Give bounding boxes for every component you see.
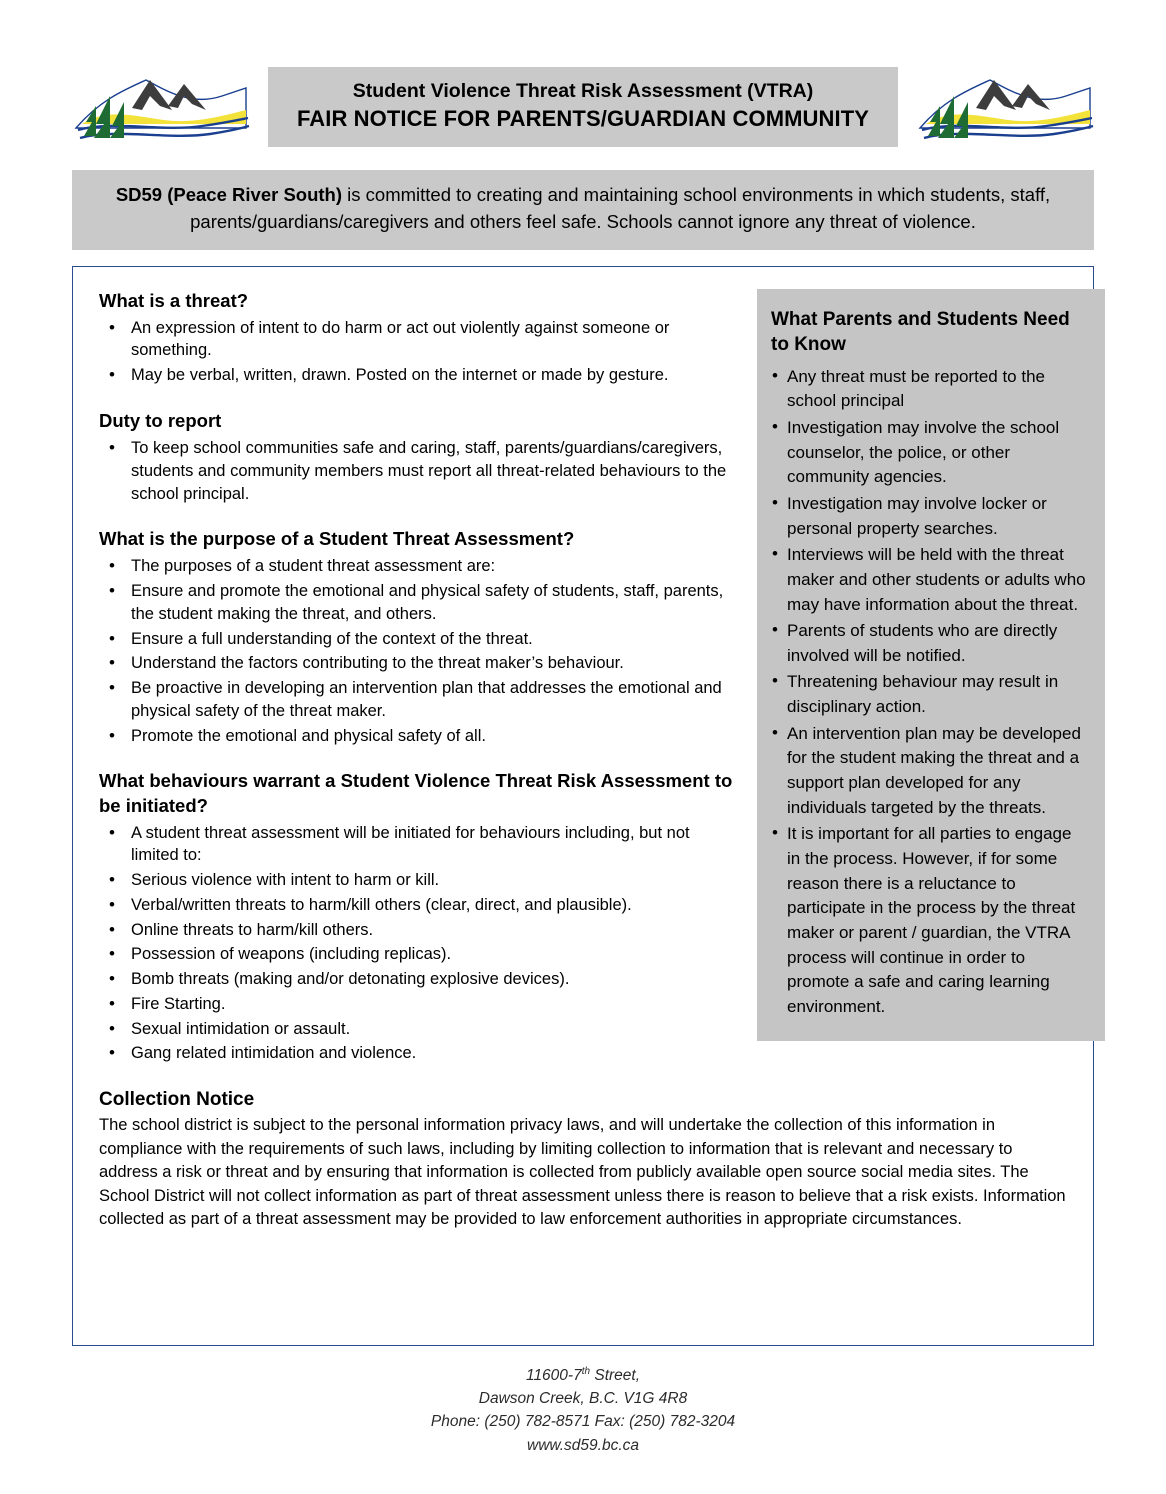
- intro-text: is committed to creating and maintaining school environments in which students, staff, parents/guardians/caregivers and others feel safe. Schools cannot ignore any threat of violence.: [190, 184, 1051, 232]
- list-item: • Interviews will be held with the threat maker and other students or adults who may have information about the threat.: [771, 543, 1089, 617]
- list-item: • Verbal/written threats to harm/kill others (clear, direct, and plausible).: [99, 894, 739, 917]
- list-item: • Serious violence with intent to harm or kill.: [99, 869, 739, 892]
- list-item: • Gang related intimidation and violence.: [99, 1042, 739, 1065]
- sd59-logo-left: [72, 66, 250, 148]
- section-heading: What is the purpose of a Student Threat Assessment?: [99, 528, 575, 550]
- list-item: • A student threat assessment will be initiated for behaviours including, but not limited to:: [99, 822, 739, 868]
- section-duty-to-report: [99, 409, 739, 505]
- panel-list: [771, 365, 1089, 1020]
- section-purpose-of-assessment: [99, 527, 739, 747]
- panel-heading: What Parents and Students Need to Know: [771, 308, 1070, 355]
- right-column: [757, 289, 1105, 1042]
- section-behaviours-warranting-vtra: [99, 769, 739, 1065]
- list-item: • Ensure and promote the emotional and physical safety of students, staff, parents, the student making the threat, and others.: [99, 580, 739, 626]
- section-heading: Duty to report: [99, 409, 222, 431]
- page-title-line1: Student Violence Threat Risk Assessment (VTRA): [352, 80, 814, 102]
- list-item: • Investigation may involve locker or personal property searches.: [771, 492, 1089, 541]
- list-item: • Understand the factors contributing to the threat maker’s behaviour.: [99, 652, 739, 675]
- intro-bold-lead: SD59 (Peace River South): [115, 184, 343, 205]
- document-header: [72, 0, 1094, 148]
- section-heading: What behaviours warrant a Student Violence Threat Risk Assessment to be initiated?: [99, 770, 733, 816]
- parents-students-panel: [757, 289, 1105, 1042]
- list-item: • Possession of weapons (including replicas).: [99, 943, 739, 966]
- section-heading: What is a threat?: [99, 289, 249, 311]
- footer-address-street: Street,: [590, 1366, 641, 1384]
- document-title-box: [268, 67, 898, 147]
- list-item: • Threatening behaviour may result in disciplinary action.: [771, 670, 1089, 719]
- list-item: • Parents of students who are directly involved will be notified.: [771, 619, 1089, 668]
- collection-notice-body: The school district is subject to the personal information privacy laws, and will undertake the collection of this information in compliance with the requirements of such laws, including by limiting collection to information that is relevant and necessary to address a risk or threat and by ensuring that information is collected from publicly available open source social media sites. The School District will not collect information as part of threat assessment unless there is reason to believe that a risk exists. Information collected as part of a threat assessment may be provided to law enforcement authorities in appropriate circumstances.: [99, 1116, 1066, 1228]
- document-footer: [72, 1364, 1094, 1457]
- list-item: • May be verbal, written, drawn. Posted on the internet or made by gesture.: [99, 364, 739, 387]
- list-item: • Bomb threats (making and/or detonating explosive devices).: [99, 968, 739, 991]
- list-item: • To keep school communities safe and caring, staff, parents/guardians/caregivers, students and community members must report all threat-related behaviours to the school principal.: [99, 437, 739, 505]
- content-columns: [99, 289, 1086, 1068]
- main-content-box: [72, 266, 1094, 1346]
- list-item: • Promote the emotional and physical safety of all.: [99, 725, 739, 748]
- list-item: • Ensure a full understanding of the context of the threat.: [99, 628, 739, 651]
- footer-phone-line: Phone: (250) 782-8571 Fax: (250) 782-3204: [430, 1413, 736, 1431]
- list-item: • Sexual intimidation or assault.: [99, 1018, 739, 1041]
- section-list: [99, 317, 739, 387]
- list-item: • Fire Starting.: [99, 993, 739, 1016]
- collection-notice: [99, 1089, 1067, 1231]
- list-item: • Be proactive in developing an intervention plan that addresses the emotional and physical safety of the threat maker.: [99, 677, 739, 723]
- left-column: [99, 289, 739, 1068]
- list-item: • Any threat must be reported to the school principal: [771, 365, 1089, 414]
- list-item: • Online threats to harm/kill others.: [99, 919, 739, 942]
- intro-band: [72, 170, 1094, 250]
- section-list: [99, 437, 739, 505]
- footer-address-line: [72, 1364, 1094, 1387]
- list-item: • Investigation may involve the school counselor, the police, or other community agencies.: [771, 416, 1089, 490]
- list-item: • The purposes of a student threat assessment are:: [99, 555, 739, 578]
- list-item: • An expression of intent to do harm or act out violently against someone or something.: [99, 317, 739, 363]
- collection-notice-heading: Collection Notice: [99, 1089, 255, 1111]
- page-title-line2: FAIR NOTICE FOR PARENTS/GUARDIAN COMMUNITY: [296, 106, 870, 132]
- section-list: [99, 555, 739, 747]
- section-list: [99, 822, 739, 1066]
- footer-address-number: 11600-7: [525, 1366, 582, 1384]
- footer-city-line: Dawson Creek, B.C. V1G 4R8: [478, 1390, 688, 1408]
- footer-address-ordinal: th: [581, 1365, 591, 1377]
- sd59-logo-right: [916, 66, 1094, 148]
- list-item: • An intervention plan may be developed for the student making the threat and a support plan developed for any individuals targeted by the threats.: [771, 722, 1089, 821]
- section-what-is-a-threat: [99, 289, 739, 387]
- footer-website-link[interactable]: www.sd59.bc.ca: [527, 1436, 639, 1454]
- list-item: • It is important for all parties to engage in the process. However, if for some reason there is a reluctance to participate in the process by the threat maker or parent / guardian, the VTRA process will continue in order to promote a safe and caring learning environment.: [771, 822, 1089, 1019]
